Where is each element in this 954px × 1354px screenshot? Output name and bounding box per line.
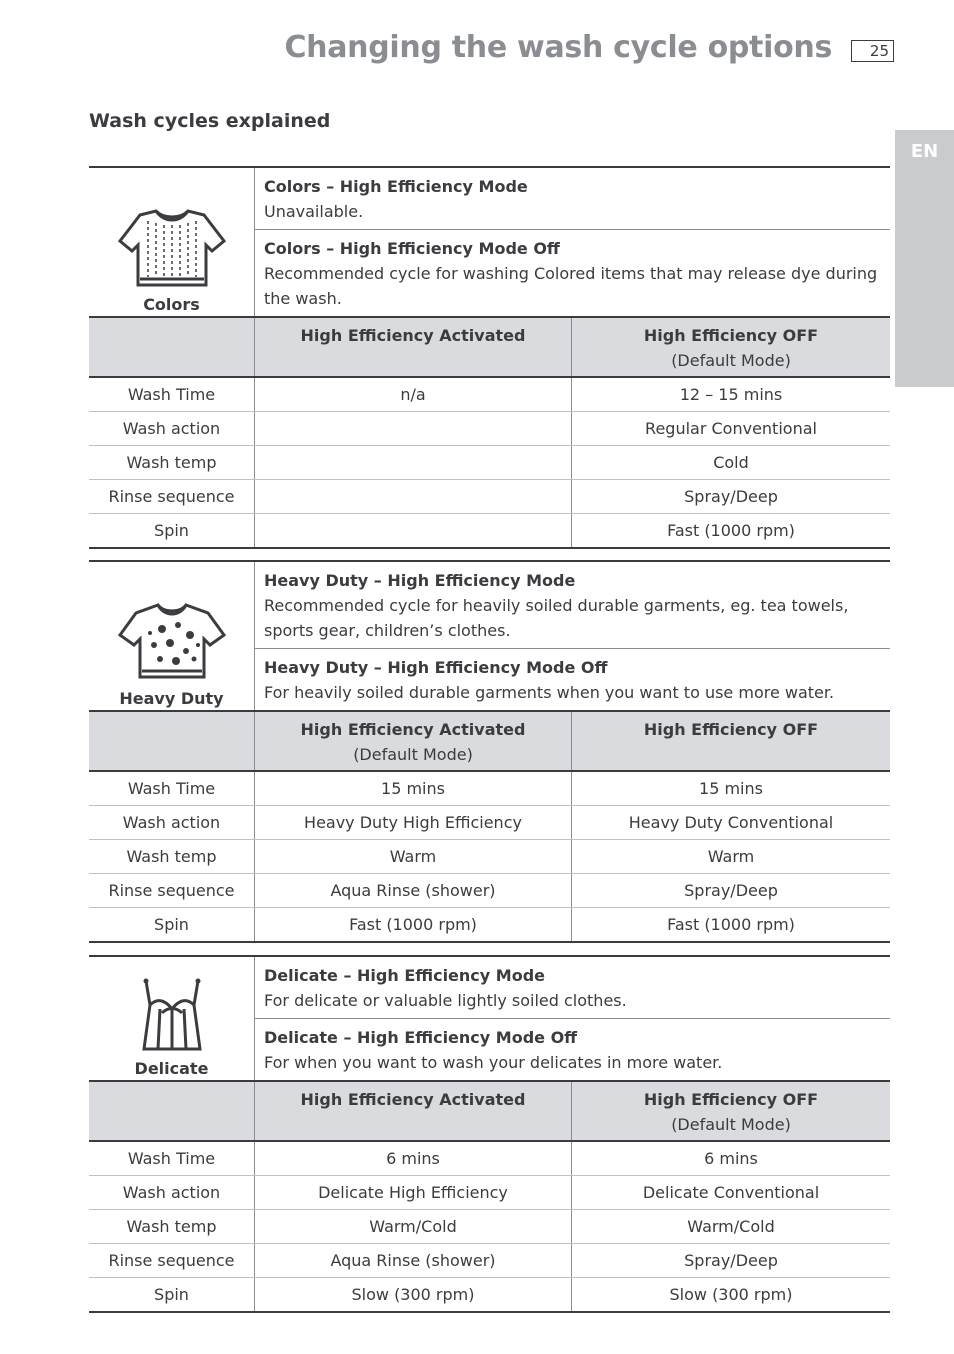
column-header-subtitle: (Default Mode) [671, 1115, 791, 1134]
column-header-empty [89, 712, 255, 770]
language-tab-label: EN [910, 141, 939, 162]
column-header-subtitle: (Default Mode) [353, 745, 473, 764]
table-row [89, 805, 890, 839]
mode-block [255, 648, 890, 710]
column-header-title: High Efficiency Activated [300, 326, 526, 345]
cycle-modes [255, 957, 890, 1080]
column-header-he-activated [255, 1082, 572, 1140]
column-header-subtitle: (Default Mode) [671, 351, 791, 370]
cycle-table-heavy-duty [89, 560, 890, 943]
table-row [89, 1175, 890, 1209]
cycle-header [89, 562, 890, 712]
page-number: 25 [851, 40, 894, 62]
table-row [89, 1277, 890, 1311]
mode-description: For heavily soiled durable garments when you want to use more water. [264, 683, 835, 702]
cell-he-off: Cold [713, 453, 749, 472]
cell-he-activated: 6 mins [255, 1142, 572, 1175]
cell-he-off: Fast (1000 rpm) [667, 915, 795, 934]
stained-tshirt-icon [116, 599, 228, 685]
cycle-header [89, 168, 890, 318]
column-header-he-activated [255, 318, 572, 376]
cell-he-off: Spray/Deep [684, 487, 778, 506]
cell-he-activated: n/a [255, 378, 572, 411]
column-header-empty [89, 318, 255, 376]
page-title: Changing the wash cycle options [284, 30, 832, 65]
column-header-row [89, 712, 890, 772]
row-label: Wash temp [89, 446, 255, 479]
cell-he-off: 6 mins [704, 1149, 758, 1168]
cell-he-off: Regular Conventional [645, 419, 817, 438]
cell-he-off: Warm/Cold [687, 1217, 775, 1236]
row-label: Rinse sequence [89, 874, 255, 907]
column-header-row [89, 318, 890, 378]
mode-block [255, 168, 890, 229]
cell-he-activated: 15 mins [255, 772, 572, 805]
column-header-he-activated [255, 712, 572, 770]
table-row [89, 513, 890, 547]
mode-block [255, 1018, 890, 1080]
row-label: Wash action [89, 412, 255, 445]
language-tab [895, 130, 954, 387]
cycle-name: Heavy Duty [119, 689, 224, 708]
mode-description: Recommended cycle for washing Colored items that may release dye during the wash. [264, 264, 878, 308]
table-row [89, 411, 890, 445]
cycle-table-delicate [89, 955, 890, 1313]
table-row [89, 873, 890, 907]
mode-title: Colors – High Efficiency Mode [264, 177, 528, 196]
cell-he-off: Fast (1000 rpm) [667, 521, 795, 540]
mode-title: Heavy Duty – High Efficiency Mode Off [264, 658, 608, 677]
table-row [89, 479, 890, 513]
section-heading: Wash cycles explained [89, 110, 331, 132]
row-label: Wash Time [89, 1142, 255, 1175]
cell-he-activated [255, 480, 572, 513]
column-header-he-off [572, 712, 890, 770]
cell-he-activated: Warm/Cold [255, 1210, 572, 1243]
table-row [89, 1142, 890, 1175]
column-header-title: High Efficiency OFF [643, 326, 819, 345]
row-label: Spin [89, 514, 255, 547]
cell-he-activated [255, 446, 572, 479]
mode-description: Recommended cycle for heavily soiled durable garments, eg. tea towels, sports gear, children’s clothes. [264, 596, 849, 640]
cell-he-activated: Heavy Duty High Efficiency [255, 806, 572, 839]
row-label: Spin [89, 908, 255, 941]
mode-block [255, 229, 890, 316]
table-row [89, 772, 890, 805]
column-header-title: High Efficiency OFF [643, 720, 819, 739]
column-header-empty [89, 1082, 255, 1140]
mode-title: Heavy Duty – High Efficiency Mode [264, 571, 576, 590]
column-header-he-off [572, 1082, 890, 1140]
table-row [89, 1209, 890, 1243]
mode-block [255, 562, 890, 648]
camisole-icon [132, 975, 212, 1055]
column-header-title: High Efficiency Activated [300, 1090, 526, 1109]
sweater-icon [116, 205, 228, 291]
cell-he-activated [255, 412, 572, 445]
column-header-row [89, 1082, 890, 1142]
cycle-icon-cell [89, 957, 255, 1080]
cycle-header [89, 957, 890, 1082]
row-label: Rinse sequence [89, 480, 255, 513]
cycle-modes [255, 168, 890, 316]
table-row [89, 907, 890, 941]
cell-he-off: 12 – 15 mins [679, 385, 783, 404]
row-label: Wash Time [89, 772, 255, 805]
table-row [89, 839, 890, 873]
row-label: Rinse sequence [89, 1244, 255, 1277]
row-label: Wash Time [89, 378, 255, 411]
cell-he-activated: Aqua Rinse (shower) [255, 874, 572, 907]
row-label: Spin [89, 1278, 255, 1311]
row-label: Wash action [89, 806, 255, 839]
table-row [89, 1243, 890, 1277]
cycle-table-colors [89, 166, 890, 549]
row-label: Wash temp [89, 1210, 255, 1243]
row-label: Wash action [89, 1176, 255, 1209]
cell-he-off: Heavy Duty Conventional [628, 813, 834, 832]
column-header-he-off [572, 318, 890, 376]
cell-he-off: Spray/Deep [684, 1251, 778, 1270]
cell-he-activated [255, 514, 572, 547]
cell-he-off: 15 mins [699, 779, 763, 798]
cycle-name: Delicate [134, 1059, 209, 1078]
mode-title: Delicate – High Efficiency Mode [264, 966, 545, 985]
cell-he-off: Slow (300 rpm) [669, 1285, 793, 1304]
cycle-icon-cell [89, 168, 255, 316]
mode-description: For delicate or valuable lightly soiled clothes. [264, 991, 627, 1010]
row-label: Wash temp [89, 840, 255, 873]
cell-he-activated: Delicate High Efficiency [255, 1176, 572, 1209]
cell-he-activated: Fast (1000 rpm) [255, 908, 572, 941]
table-row [89, 445, 890, 479]
cycle-icon-cell [89, 562, 255, 710]
cell-he-activated: Warm [255, 840, 572, 873]
mode-description: Unavailable. [264, 202, 364, 221]
cell-he-activated: Slow (300 rpm) [255, 1278, 572, 1311]
mode-title: Delicate – High Efficiency Mode Off [264, 1028, 578, 1047]
mode-title: Colors – High Efficiency Mode Off [264, 239, 560, 258]
column-header-title: High Efficiency Activated [300, 720, 526, 739]
cycle-modes [255, 562, 890, 710]
cell-he-activated: Aqua Rinse (shower) [255, 1244, 572, 1277]
cell-he-off: Delicate Conventional [642, 1183, 820, 1202]
table-row [89, 378, 890, 411]
cycle-name: Colors [143, 295, 200, 314]
mode-description: For when you want to wash your delicates in more water. [264, 1053, 723, 1072]
mode-block [255, 957, 890, 1018]
cell-he-off: Spray/Deep [684, 881, 778, 900]
column-header-title: High Efficiency OFF [643, 1090, 819, 1109]
cell-he-off: Warm [707, 847, 755, 866]
